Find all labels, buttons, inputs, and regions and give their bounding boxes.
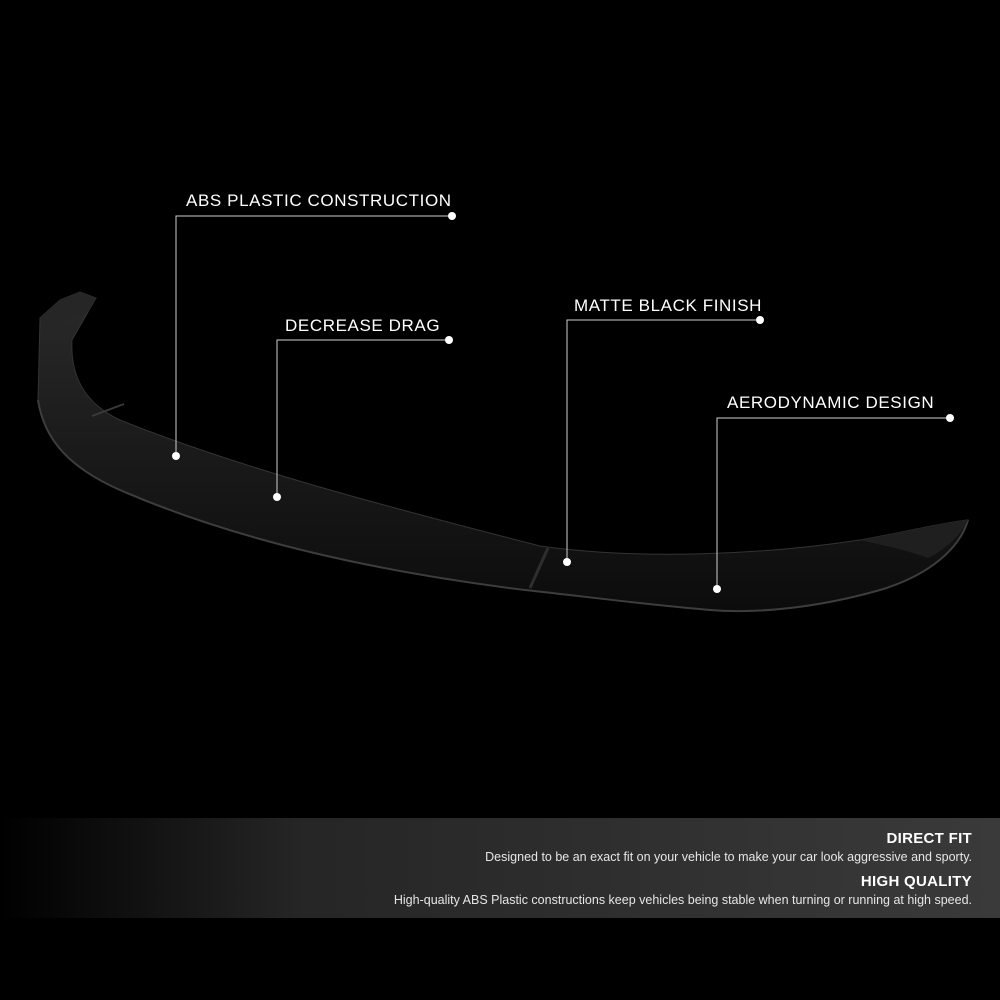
callout-decrease-drag: DECREASE DRAG (285, 316, 441, 335)
feature-direct-fit (485, 830, 972, 864)
feature-title: DIRECT FIT (886, 830, 972, 847)
callout-abs-plastic-lines (172, 212, 456, 460)
callout-abs-plastic: ABS PLASTIC CONSTRUCTION (186, 191, 452, 210)
front-lip-spoiler (38, 292, 968, 611)
callout-matte-black-lines (563, 316, 764, 566)
callout-matte-black-finish: MATTE BLACK FINISH (574, 296, 763, 315)
feature-high-quality (394, 873, 972, 907)
feature-description: Designed to be an exact fit on your vehicle to make your car look aggressive and sporty. (485, 850, 972, 864)
feature-title: HIGH QUALITY (860, 873, 972, 890)
callout-aerodynamic-design: AERODYNAMIC DESIGN (727, 393, 935, 412)
callout-decrease-drag-lines (273, 336, 453, 501)
features-banner (0, 818, 1000, 918)
feature-description: High-quality ABS Plastic constructions keep vehicles being stable when turning or running at high speed. (393, 893, 972, 907)
